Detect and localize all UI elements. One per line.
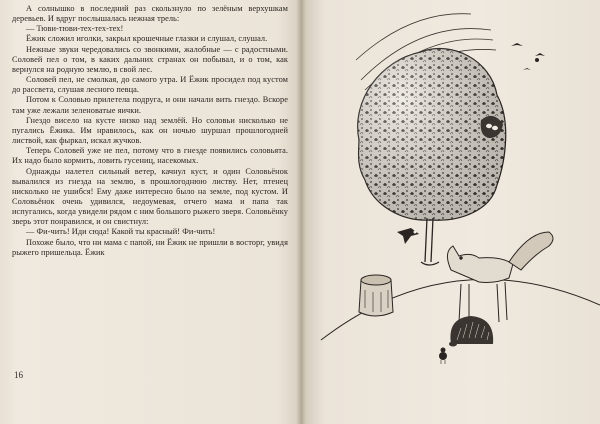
hedgehog <box>449 316 493 347</box>
tree-stump <box>359 275 393 316</box>
tree-trunk <box>421 218 439 265</box>
paragraph: — Фи-чить! Иди сюда! Какой ты красный! Фи-чить! <box>26 227 216 237</box>
flying-bird <box>397 228 419 244</box>
paragraph: Похоже было, что ни мама с папой, ни Ёжик не пришли в восторг, увидя рыжего пришельца. Ёжик <box>12 237 288 257</box>
small-birds <box>511 43 545 70</box>
paragraph: Нежные звуки чередовались со звонкими, жалобные — с радостными. Соловей пел о том, в каких дальних странах он побывал, и о том, как вернулся на родную землю, в свой лес. <box>12 44 288 74</box>
paragraph: А солнышко в последний раз скользнуло по зелёным верхушкам деревьев. И вдруг послышалась нежная трель: <box>12 4 288 24</box>
page-number: 16 <box>14 370 23 380</box>
paragraph: — Тюви-тюви-тех-тех-тех! <box>26 24 124 34</box>
story-text <box>12 4 288 258</box>
paragraph: Гнездо висело на кусте низко над землёй. Но соловьи нисколько не пугались Ёжика. Им нравилось, как он ночью шуршал прошлогодней листвой, как фыркал, искал жучков. <box>12 115 288 146</box>
paragraph: Соловей пел, не смолкая, до самого утра. И Ёжик просидел под кустом до рассвета, слушая лесного певца. <box>12 75 288 95</box>
paragraph: Потом к Соловью прилетела подруга, и они начали вить гнездо. Вскоре там уже лежали зеленоватые яички. <box>12 95 288 115</box>
paragraph: Теперь Соловей уже не пел, потому что в гнезде появились соловьята. Их надо было кормить, ловить гусениц, насекомых. <box>12 146 288 166</box>
tree-with-nest-fox-hedgehog-birds-illustration <box>301 0 600 424</box>
paragraph: Однажды налетел сильный ветер, качнул куст, и один Соловьёнок вывалился из гнезда на землю, в прошлогоднюю листву. Нет, птенец нисколько не ушибся! Ему даже интересно было на земле, под кустом. И Соловьёнок очень удивился, недоумевая, отчего мама и папа так испугались, когда увидели рядом с ним большого рыжего зверя. Соловьёнку зверь этот понравился, и он свистнул: <box>12 166 288 227</box>
paragraph: Ёжик сложил иголки, закрыл крошечные глазки и слушал, слушал. <box>26 34 268 44</box>
chick <box>439 348 447 365</box>
fox <box>447 232 553 322</box>
book-gutter <box>296 0 306 424</box>
